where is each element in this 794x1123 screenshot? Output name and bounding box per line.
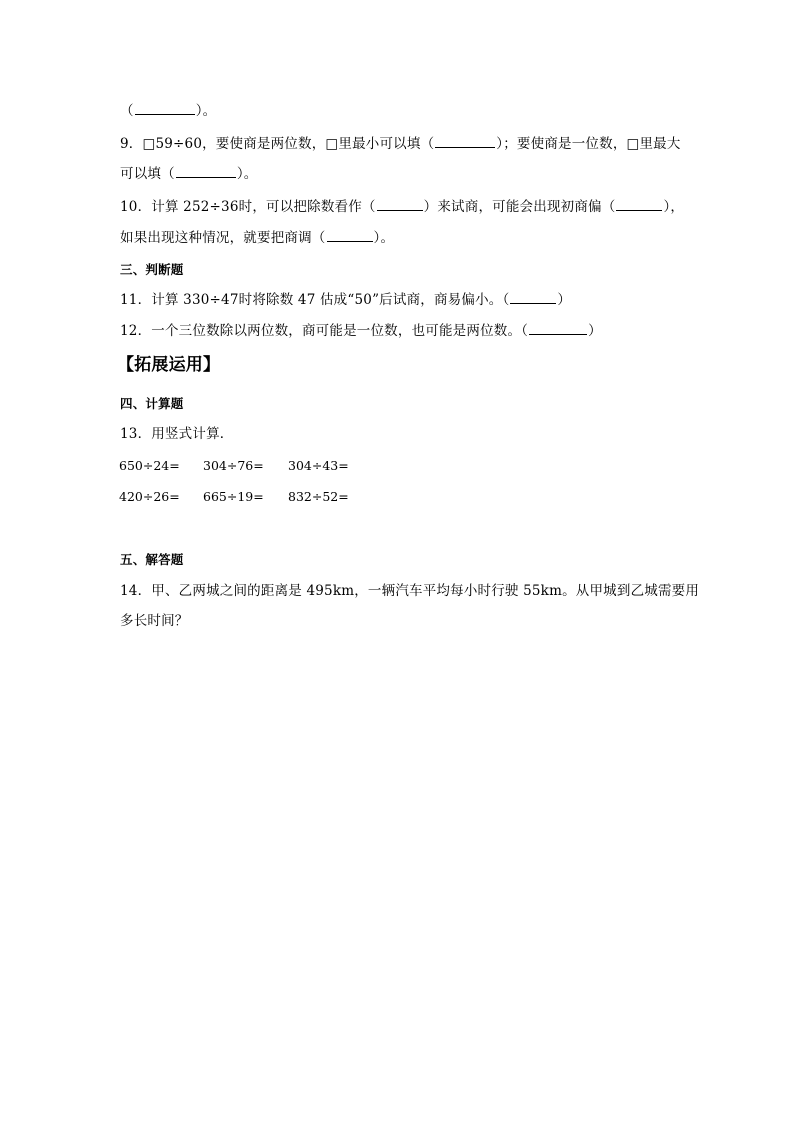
answer-line-previous: （ ）。 [120,103,217,119]
question-9-line-2: 可以填（ ）。 [120,166,258,182]
question-10-line-2: 如果出现这种情况，就要把商调（ ）。 [120,230,395,246]
answer-blank[interactable] [529,321,587,335]
answer-blank[interactable] [135,101,195,115]
question-9-line-1: 9．□59÷60，要使商是两位数，□里最小可以填（ ）；要使商是一位数，□里最大 [120,136,681,152]
answer-blank[interactable] [327,228,373,242]
calc-item: 304÷43= [288,458,349,473]
answer-blank[interactable] [176,164,236,178]
section-heading-word-problems: 五、解答题 [120,552,184,567]
question-11: 11．计算 330÷47时将除数 47 估成“50”后试商，商易偏小。（ ） [120,292,572,308]
calc-item: 665÷19= [203,489,264,504]
section-heading-calculation: 四、计算题 [120,396,184,411]
question-14-line-1: 14．甲、乙两城之间的距离是 495km，一辆汽车平均每小时行驶 55km。从甲城到乙城需要用 [120,583,700,599]
answer-blank[interactable] [377,197,423,211]
answer-blank[interactable] [510,290,556,304]
question-10-line-1: 10．计算 252÷36时，可以把除数看作（ ）来试商，可能会出现初商偏（ ）， [120,199,685,215]
answer-blank[interactable] [435,134,495,148]
calc-item: 832÷52= [288,489,349,504]
section-heading-judgment: 三、判断题 [120,262,184,277]
question-12: 12．一个三位数除以两位数，商可能是一位数，也可能是两位数。（ ） [120,323,602,339]
calc-item: 420÷26= [119,489,180,504]
calc-item: 304÷76= [203,458,264,473]
part-heading-extension: 【拓展运用】 [117,355,221,375]
question-14-line-2: 多长时间？ [120,613,189,629]
calc-item: 650÷24= [119,458,180,473]
answer-blank[interactable] [616,197,662,211]
question-13: 13．用竖式计算． [120,426,234,442]
